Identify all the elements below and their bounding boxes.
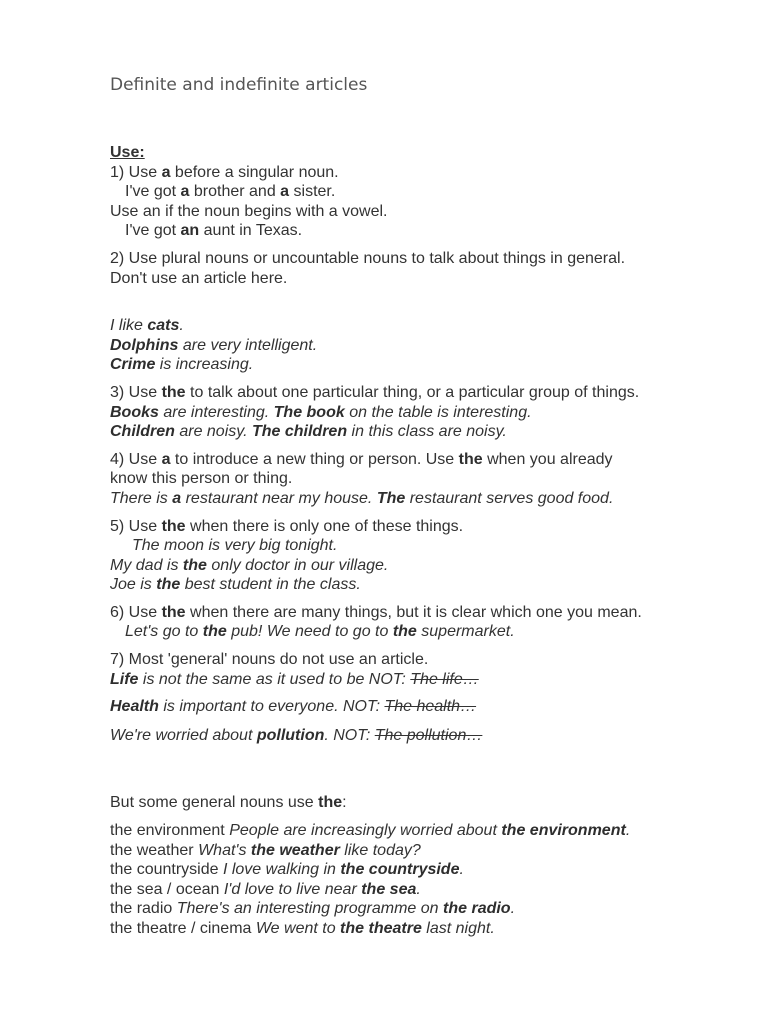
text-line xyxy=(110,316,740,336)
bold-text: Children xyxy=(110,423,175,441)
text-line xyxy=(110,793,740,813)
text-segment: 7) Most 'general' nouns do not use an article. xyxy=(110,651,429,669)
bold-text: the countryside xyxy=(340,861,460,879)
text-line xyxy=(110,650,740,670)
text-segment: to introduce a new thing or person. Use xyxy=(170,450,459,468)
text-line xyxy=(110,469,740,489)
text-segment: are interesting. xyxy=(158,403,274,421)
text-segment: Use an if the noun begins with a vowel. xyxy=(110,202,388,220)
bold-text: pollution xyxy=(256,726,325,744)
bold-text: the xyxy=(182,556,207,574)
spacer xyxy=(110,689,740,697)
text-segment: the radio xyxy=(110,900,177,918)
text-segment: : xyxy=(342,794,347,812)
bold-text: the sea xyxy=(361,880,417,898)
bold-text: Crime xyxy=(110,356,156,374)
text-segment: the countryside xyxy=(110,861,223,879)
text-segment: is not the same as it used to be NOT: xyxy=(138,670,411,688)
spacer xyxy=(110,595,740,603)
text-line xyxy=(110,919,740,939)
text-segment: 6) Use xyxy=(110,603,162,621)
text-line xyxy=(110,143,740,163)
text-segment: Let's go to xyxy=(125,623,203,641)
text-segment: know this person or thing. xyxy=(110,470,293,488)
text-segment: when there is only one of these things. xyxy=(185,517,464,535)
section-heading: Use: xyxy=(110,144,145,161)
bold-text: Dolphins xyxy=(110,336,179,354)
bold-text: a xyxy=(161,163,171,181)
text-segment: What's xyxy=(198,841,251,859)
text-segment: like today? xyxy=(339,841,421,859)
text-line xyxy=(110,517,740,537)
text-line xyxy=(110,841,740,861)
text-line xyxy=(110,536,740,556)
text-line xyxy=(110,403,740,423)
text-segment: . xyxy=(416,880,421,898)
text-segment: The moon is very big tonight. xyxy=(132,537,338,555)
text-segment: restaurant near my house. xyxy=(181,489,377,507)
spacer xyxy=(110,717,740,726)
spacer xyxy=(110,375,740,383)
text-segment: are very intelligent. xyxy=(178,336,318,354)
text-line xyxy=(110,182,740,202)
text-segment: 3) Use xyxy=(110,383,162,401)
text-line xyxy=(110,489,740,509)
text-line xyxy=(110,726,740,746)
text-segment: 4) Use xyxy=(110,450,162,468)
document-title: Definite and indefinite articles xyxy=(110,75,368,95)
bold-text: an xyxy=(180,222,200,240)
bold-text: a xyxy=(280,183,290,201)
text-segment: We went to xyxy=(255,920,341,937)
bold-text: Books xyxy=(110,403,159,421)
text-segment: Don't use an article here. xyxy=(110,269,288,287)
text-segment: are noisy. xyxy=(174,423,252,441)
text-segment: aunt in Texas. xyxy=(199,222,303,240)
text-segment: supermarket. xyxy=(416,623,515,641)
text-line xyxy=(110,355,740,375)
text-segment: before a singular noun. xyxy=(170,163,339,181)
text-segment: We're worried about xyxy=(110,726,257,744)
bold-text: the xyxy=(161,603,186,621)
bold-text: the weather xyxy=(250,841,340,859)
text-line xyxy=(110,697,740,717)
text-segment: sister. xyxy=(289,183,336,201)
text-line xyxy=(110,670,740,690)
text-line xyxy=(110,880,740,900)
text-segment: 2) Use plural nouns or uncountable nouns to talk about things in general. xyxy=(110,249,626,267)
bold-text: the xyxy=(161,517,186,535)
text-line xyxy=(110,450,740,470)
spacer xyxy=(110,288,740,316)
text-segment: 5) Use xyxy=(110,517,162,535)
text-line xyxy=(110,269,740,289)
bold-text: the xyxy=(156,576,181,594)
text-segment: I like xyxy=(110,317,148,335)
bold-text: Life xyxy=(110,670,139,688)
document-body xyxy=(110,143,740,939)
bold-text: the xyxy=(161,383,186,401)
text-segment: last night. xyxy=(421,920,495,937)
text-segment: pub! We need to go to xyxy=(226,623,393,641)
text-segment: I'd love to live near xyxy=(223,880,362,898)
text-line xyxy=(110,336,740,356)
text-segment: . xyxy=(179,317,184,335)
spacer xyxy=(110,241,740,249)
text-segment: the theatre / cinema xyxy=(110,920,256,937)
text-segment: only doctor in our village. xyxy=(206,556,389,574)
text-segment: I've got xyxy=(125,222,181,240)
text-segment: Joe is xyxy=(110,576,157,594)
text-segment: when you already xyxy=(482,450,613,468)
text-line xyxy=(110,899,740,919)
bold-text: a xyxy=(161,450,171,468)
struck-text: The life… xyxy=(410,670,479,688)
text-line xyxy=(110,383,740,403)
text-line xyxy=(110,249,740,269)
text-segment: . NOT: xyxy=(324,726,375,744)
text-segment: brother and xyxy=(189,183,281,201)
text-segment: on the table is interesting. xyxy=(344,403,532,421)
bold-text: a xyxy=(172,489,182,507)
text-segment: . xyxy=(459,861,464,879)
bold-text: the environment xyxy=(501,822,626,840)
bold-text: The children xyxy=(251,423,348,441)
text-segment: My dad is xyxy=(110,556,183,574)
text-line xyxy=(110,221,740,241)
text-line xyxy=(110,622,740,642)
text-segment: There's an interesting programme on xyxy=(176,900,444,918)
bold-text: the radio xyxy=(443,900,511,918)
bold-text: The book xyxy=(273,403,345,421)
text-segment: in this class are noisy. xyxy=(347,423,507,441)
bold-text: the xyxy=(458,450,483,468)
spacer xyxy=(110,442,740,450)
text-line xyxy=(110,556,740,576)
text-line xyxy=(110,821,740,841)
struck-text: The pollution… xyxy=(374,726,483,744)
bold-text: the theatre xyxy=(340,920,422,937)
text-segment: I love walking in xyxy=(222,861,341,879)
text-segment: . xyxy=(510,900,516,918)
text-segment: restaurant serves good food. xyxy=(405,489,614,507)
bold-text: the xyxy=(392,623,417,641)
text-line xyxy=(110,860,740,880)
text-segment: the weather xyxy=(110,841,199,859)
text-segment: the sea / ocean xyxy=(110,880,224,898)
bold-text: a xyxy=(180,183,190,201)
bold-text: the xyxy=(318,794,343,812)
text-segment: best student in the class. xyxy=(180,576,361,594)
text-line xyxy=(110,575,740,595)
spacer xyxy=(110,509,740,517)
text-segment: People are increasingly worried about xyxy=(229,822,502,840)
struck-text: The health… xyxy=(384,698,477,716)
text-segment: . xyxy=(625,822,631,840)
text-segment: when there are many things, but it is clear which one you mean. xyxy=(185,603,642,621)
bold-text: cats xyxy=(147,317,180,335)
text-line xyxy=(110,422,740,442)
spacer xyxy=(110,813,740,821)
text-line xyxy=(110,163,740,183)
bold-text: The xyxy=(376,489,406,507)
bold-text: the xyxy=(202,623,227,641)
text-line xyxy=(110,603,740,623)
text-segment: But some general nouns use xyxy=(110,794,319,812)
text-segment: to talk about one particular thing, or a particular group of things. xyxy=(185,383,640,401)
text-segment: is important to everyone. NOT: xyxy=(158,698,385,716)
spacer xyxy=(110,642,740,650)
text-segment: 1) Use xyxy=(110,163,162,181)
text-segment: is increasing. xyxy=(155,356,254,374)
bold-text: Health xyxy=(110,698,159,716)
text-line xyxy=(110,202,740,222)
spacer xyxy=(110,745,740,793)
text-segment: I've got xyxy=(125,183,181,201)
text-segment: the environment xyxy=(110,822,230,840)
text-segment: There is xyxy=(110,489,173,507)
